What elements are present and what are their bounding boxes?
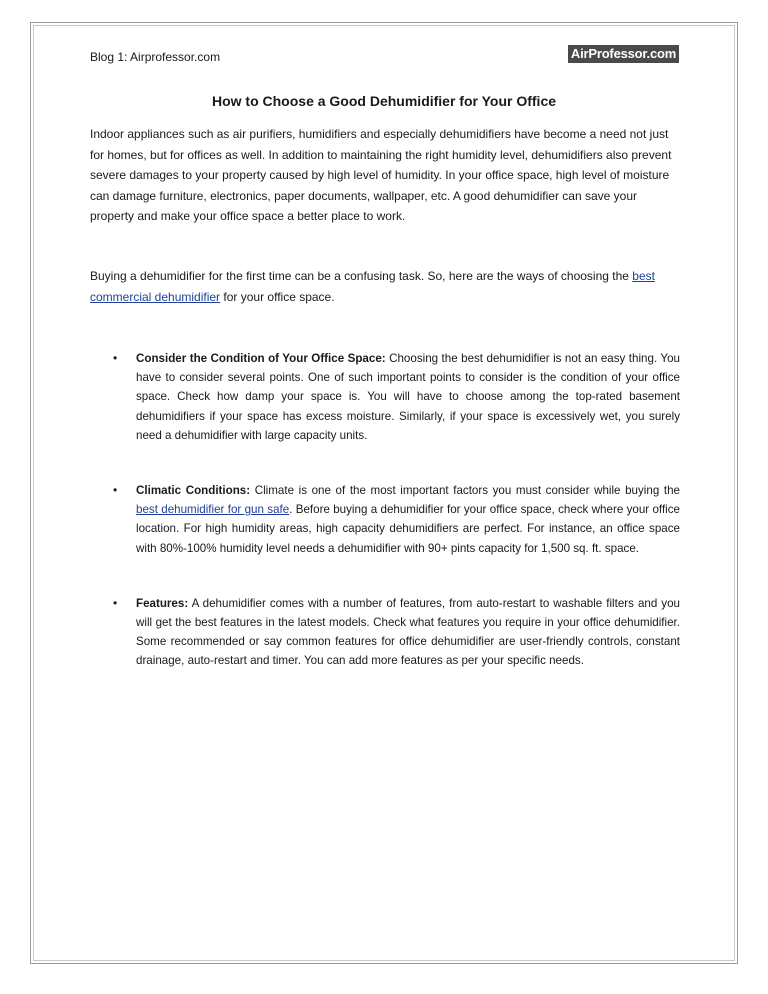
blog-header-label: Blog 1: Airprofessor.com [90, 50, 221, 64]
list-item [90, 349, 680, 445]
bullet-heading: Features: [136, 596, 189, 610]
article-title: How to Choose a Good Dehumidifier for Your Office [211, 93, 557, 109]
best-dehumidifier-for-gun-safe-link[interactable]: best dehumidifier for gun safe [136, 503, 290, 517]
buying-paragraph [90, 266, 680, 307]
bullet-text: Choosing the best dehumidifier is not an easy thing. You have to consider several points. One of such important points to consider is the condition of your office space. Check how damp your space is. You will have to choose among the top-rated basement dehumidifiers if your space has excess moisture. Similarly, if your space is excessively wet, you surely need a dehumidifier with large capacity units. [136, 352, 680, 442]
tips-list [90, 349, 680, 671]
bullet-text-before: Climate is one of the most important factors you must consider while buying the [250, 484, 680, 498]
list-item [90, 481, 680, 558]
bullet-icon: • [113, 351, 118, 365]
bullet-icon: • [113, 483, 118, 498]
bullet-heading: Consider the Condition of Your Office Space: [136, 352, 386, 365]
buying-text-before: Buying a dehumidifier for the first time can be a confusing task. So, here are the ways of choosing the [90, 269, 633, 283]
list-item [90, 594, 680, 671]
airprofessor-logo: AirProfessor.com [568, 45, 679, 63]
best-commercial-dehumidifier-link[interactable]: best commercial dehumidifier [90, 269, 655, 304]
bullet-icon: • [113, 595, 118, 610]
buying-text-after: for your office space. [220, 289, 335, 304]
intro-paragraph: Indoor appliances such as air purifiers, humidifiers and especially dehumidifiers have become a need not just for homes, but for offices as well. In addition to maintaining the right humidity level, dehumidifiers also prevent severe damages to your property caused by high level of humidity. In your office space, high level of moisture can damage furniture, electronics, paper documents, wallpaper, etc. A good dehumidifier can save your property and make your office space a better place to work. [90, 127, 672, 224]
bullet-heading: Climatic Conditions: [136, 484, 251, 498]
bullet-text: A dehumidifier comes with a number of features, from auto-restart to washable filters and you will get the best features in the latest models. Check what features you require in your office dehumidifier. Some recommended or say common features for office dehumidifier are user-friendly controls, constant drainage, auto-restart and timer. You can add more features as per your specific needs. [136, 596, 680, 668]
bullet-text-after: . Before buying a dehumidifier for your office space, check where your office location. For high humidity areas, high capacity dehumidifiers are perfect. For instance, an office space with 80%-100% humidity level needs a dehumidifier with 90+ pints capacity for 1,500 sq. ft. space. [136, 503, 680, 555]
